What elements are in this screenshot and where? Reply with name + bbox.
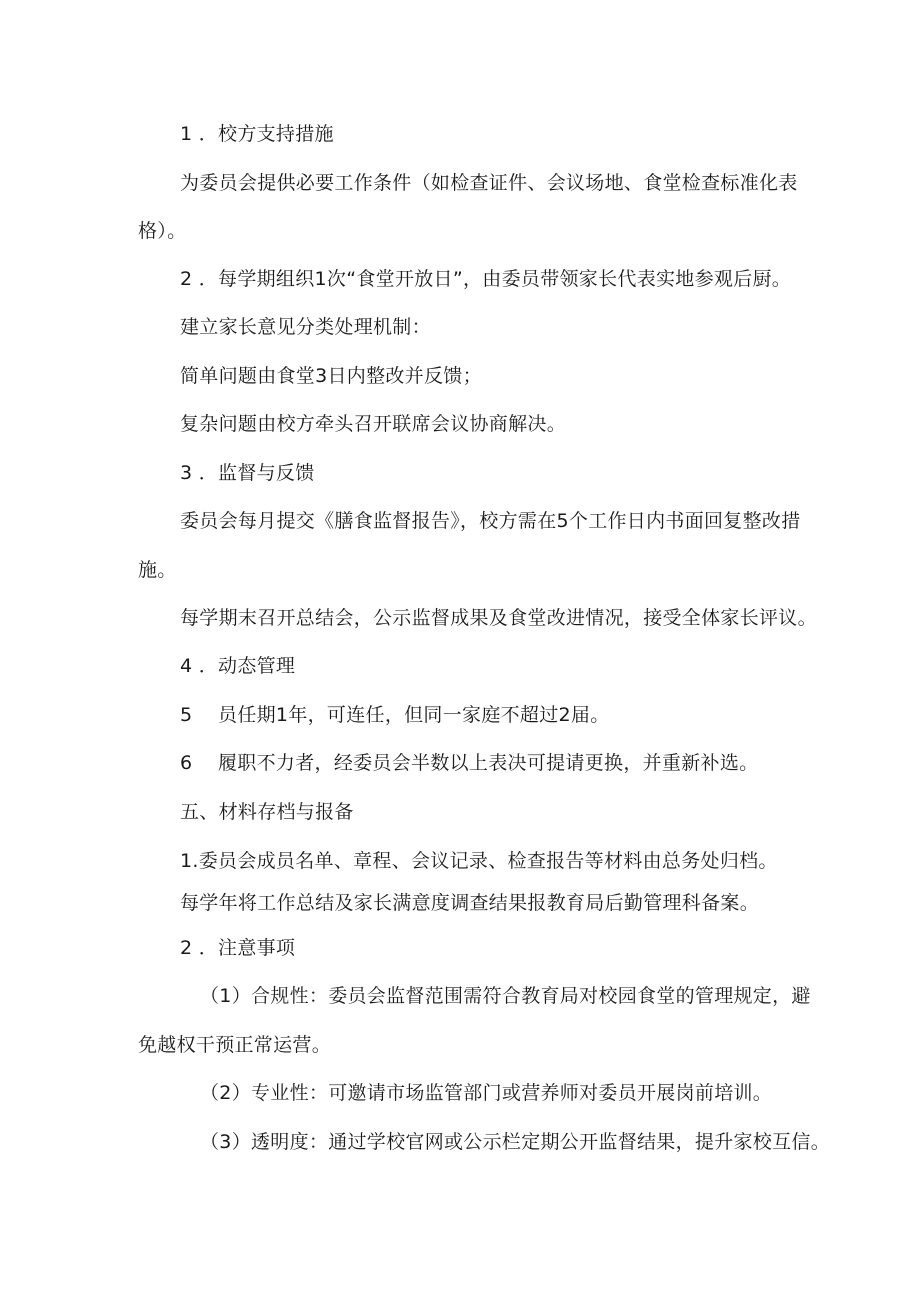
item-open-day: 2 ．每学期组织1次“食堂开放日”，由委员带领家长代表实地参观后厨。 [180, 268, 792, 290]
heading-supervision-feedback: 3 ．监督与反馈 [180, 462, 315, 484]
heading-school-support: 1 ．校方支持措施 [180, 123, 334, 145]
paragraph-line: 委员会每月提交《膳食监督报告》，校方需在5个工作日内书面回复整改措 [180, 510, 801, 532]
paragraph-line: 建立家长意见分类处理机制： [180, 316, 431, 338]
paragraph-line: 简单问题由食堂3日内整改并反馈； [180, 365, 482, 387]
paragraph-line: 复杂问题由校方牵头召开联席会议协商解决。 [180, 413, 567, 435]
heading-dynamic-management: 4 ．动态管理 [180, 655, 296, 677]
paragraph-line: 格）。 [138, 220, 187, 242]
paragraph-line: 施。 [138, 559, 177, 581]
item-replacement: 6 履职不力者，经委员会半数以上表决可提请更换，并重新补选。 [180, 752, 759, 774]
note-compliance: （1）合规性：委员会监督范围需符合教育局对校园食堂的管理规定，避 [200, 985, 811, 1007]
paragraph-line: 为委员会提供必要工作条件（如检查证件、会议场地、食堂检查标准化表 [180, 172, 798, 194]
paragraph-line: 每学年将工作总结及家长满意度调查结果报教育局后勤管理科备案。 [180, 892, 760, 914]
paragraph-line: 1.委员会成员名单、章程、会议记录、检查报告等材料由总务处归档。 [180, 850, 778, 872]
heading-notes: 2 ．注意事项 [180, 937, 296, 959]
section-heading-archive: 五、材料存档与报备 [180, 801, 354, 823]
note-professionalism: （2）专业性：可邀请市场监管部门或营养师对委员开展岗前培训。 [200, 1082, 773, 1104]
note-transparency: （3）透明度：通过学校官网或公示栏定期公开监督结果，提升家校互信。 [200, 1131, 830, 1153]
paragraph-line: 免越权干预正常运营。 [138, 1034, 332, 1056]
paragraph-line: 每学期末召开总结会，公示监督成果及食堂改进情况，接受全体家长评议。 [180, 607, 817, 629]
item-term: 5 员任期1年，可连任，但同一家庭不超过2届。 [180, 704, 610, 726]
